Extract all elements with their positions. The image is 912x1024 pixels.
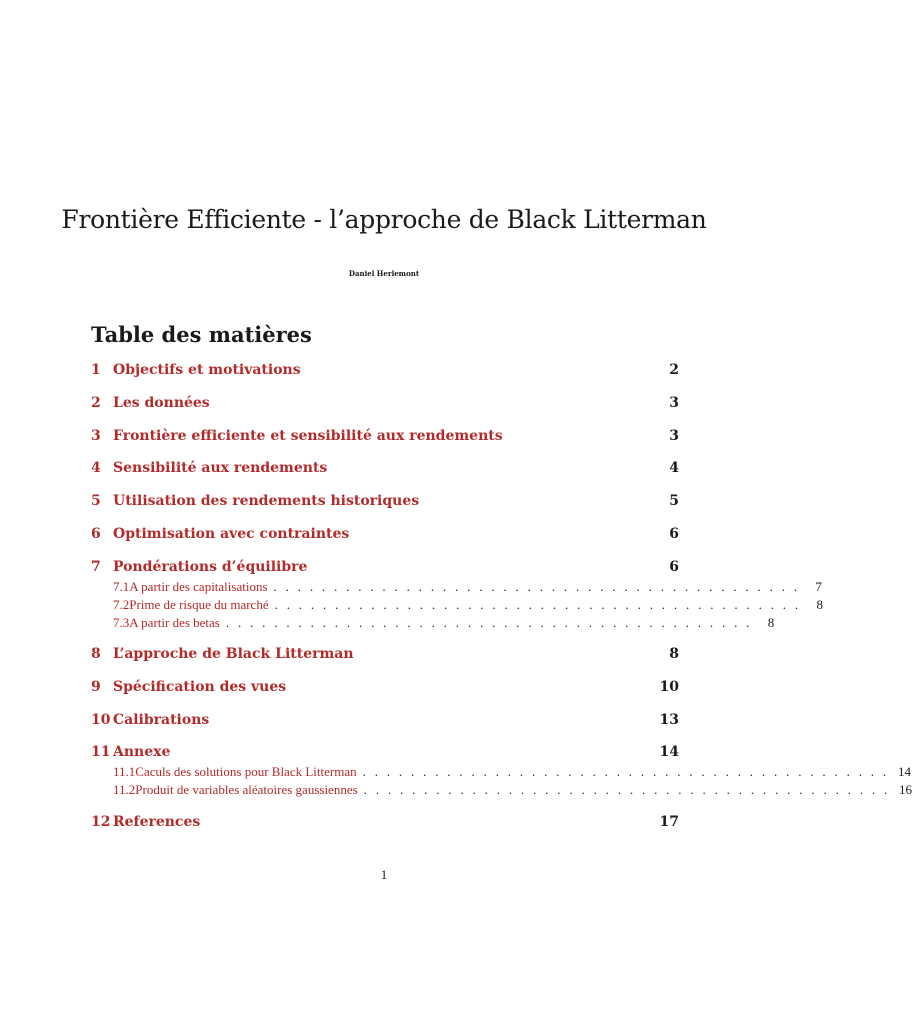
toc-section-4[interactable] xyxy=(91,460,679,478)
toc-section-page: 5 xyxy=(669,493,679,509)
toc-section-8[interactable] xyxy=(91,646,679,664)
toc-section-label: Frontière efficiente et sensibilité aux rendements xyxy=(113,428,503,444)
toc-subsection-number: 7.3 xyxy=(113,615,130,630)
toc-section-number: 7 xyxy=(91,559,101,575)
toc-section-number: 8 xyxy=(91,646,101,662)
toc-section-page: 6 xyxy=(669,526,679,542)
toc-section-label: Spécification des vues xyxy=(113,679,287,695)
toc-section-number: 5 xyxy=(91,493,101,509)
toc-section-page: 14 xyxy=(659,744,679,760)
toc-subsection-page: 7 xyxy=(815,579,822,594)
toc-section-page: 10 xyxy=(659,679,679,695)
toc-section-1[interactable] xyxy=(91,362,679,380)
toc-section-label: Optimisation avec contraintes xyxy=(113,526,350,542)
toc-section-page: 13 xyxy=(659,712,679,728)
toc-section-7[interactable] xyxy=(91,559,679,577)
toc-section-11[interactable] xyxy=(91,744,679,762)
toc-subsection-label: A partir des capitalisations xyxy=(129,579,268,594)
toc-subsection-11-1[interactable] xyxy=(91,764,911,782)
toc-section-6[interactable] xyxy=(91,526,679,544)
toc-section-label: Utilisation des rendements historiques xyxy=(113,493,420,509)
toc-section-label: Les données xyxy=(113,395,210,411)
toc-subsection-page: 14 xyxy=(897,764,911,779)
toc-section-number: 1 xyxy=(91,362,101,378)
document-title: Frontière Efficiente - l’approche de Black Litterman xyxy=(61,205,707,234)
toc-section-number: 4 xyxy=(91,460,101,476)
toc-subsection-number: 11.2 xyxy=(113,782,136,797)
toc-section-label: Calibrations xyxy=(113,712,210,728)
toc-section-number: 10 xyxy=(91,712,111,728)
toc-section-label: References xyxy=(113,814,201,830)
toc-section-9[interactable] xyxy=(91,679,679,697)
toc-section-page: 4 xyxy=(669,460,679,476)
toc-section-label: Pondérations d’équilibre xyxy=(113,559,308,575)
toc-subsection-11-2[interactable] xyxy=(91,782,912,800)
toc-subsection-label: Produit de variables aléatoires gaussiennes xyxy=(135,782,358,797)
leader-dots: . . . . . . . . . . . . . . . . . . . . . . . . . . . . . . . . . . . . . . . . . . . . xyxy=(225,615,753,630)
toc-subsection-number: 11.1 xyxy=(113,764,136,779)
toc-section-number: 11 xyxy=(91,744,111,760)
toc-section-page: 6 xyxy=(669,559,679,575)
toc-subsection-label: Caculs des solutions pour Black Litterman xyxy=(135,764,357,779)
toc-section-label: Sensibilité aux rendements xyxy=(113,460,328,476)
toc-section-page: 3 xyxy=(669,395,679,411)
toc-section-number: 6 xyxy=(91,526,101,542)
leader-dots: . . . . . . . . . . . . . . . . . . . . . . . . . . . . . . . . . . . . . . . . . . . . xyxy=(362,764,889,779)
toc-subsection-page: 8 xyxy=(816,597,823,612)
toc-section-12[interactable] xyxy=(91,814,679,832)
toc-section-3[interactable] xyxy=(91,428,679,446)
toc-subsection-7-3[interactable] xyxy=(91,615,775,633)
toc-section-number: 9 xyxy=(91,679,101,695)
toc-section-label: Objectifs et motivations xyxy=(113,362,301,378)
toc-section-label: Annexe xyxy=(113,744,171,760)
toc-section-number: 12 xyxy=(91,814,111,830)
toc-subsection-7-2[interactable] xyxy=(91,597,823,615)
toc-subsection-page: 8 xyxy=(767,615,775,630)
toc-subsection-label: Prime de risque du marché xyxy=(129,597,269,612)
leader-dots: . . . . . . . . . . . . . . . . . . . . . . . . . . . . . . . . . . . . . . . . . . . . xyxy=(274,597,801,612)
toc-section-label: L’approche de Black Litterman xyxy=(113,646,354,662)
toc-section-10[interactable] xyxy=(91,712,679,730)
toc-section-number: 3 xyxy=(91,428,101,444)
toc-subsection-number: 7.1 xyxy=(113,579,130,594)
leader-dots: . . . . . . . . . . . . . . . . . . . . . . . . . . . . . . . . . . . . . . . . . . . . xyxy=(273,579,800,594)
author-name: Daniel Herlemont xyxy=(348,269,420,278)
toc-subsection-page: 16 xyxy=(899,782,912,797)
toc-section-page: 3 xyxy=(669,428,679,444)
toc-section-number: 2 xyxy=(91,395,101,411)
toc-heading: Table des matières xyxy=(91,322,312,347)
leader-dots: . . . . . . . . . . . . . . . . . . . . . . . . . . . . . . . . . . . . . . . . . . . . xyxy=(363,782,891,797)
toc-section-page: 2 xyxy=(669,362,679,378)
page-number: 1 xyxy=(380,867,388,882)
toc-section-page: 8 xyxy=(669,646,679,662)
toc-subsection-label: A partir des betas xyxy=(129,615,220,630)
toc-section-2[interactable] xyxy=(91,395,679,413)
toc-subsection-number: 7.2 xyxy=(113,597,130,612)
toc-section-5[interactable] xyxy=(91,493,679,511)
toc-section-page: 17 xyxy=(659,814,679,830)
toc-subsection-7-1[interactable] xyxy=(91,579,822,597)
